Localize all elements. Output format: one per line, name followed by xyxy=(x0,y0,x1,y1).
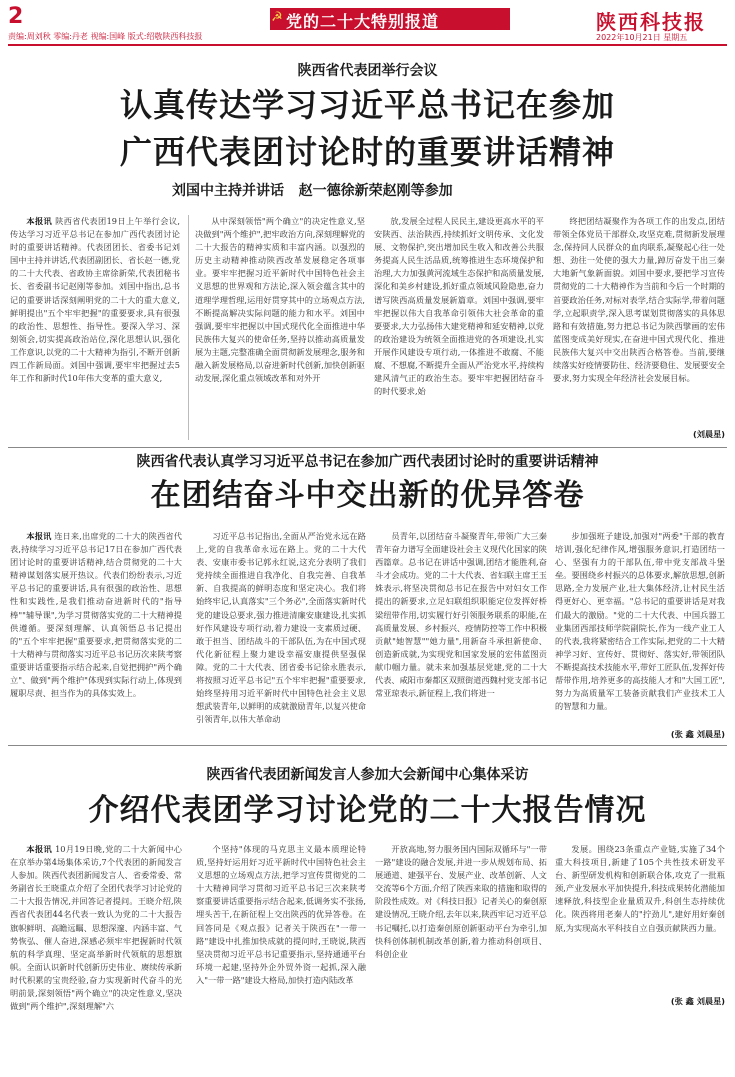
article1-col4 xyxy=(553,215,725,430)
article1-kicker: 陕西省代表团举行会议 xyxy=(297,63,438,79)
article2-col2 xyxy=(196,530,366,740)
section-title: 党的二十大特别报道 xyxy=(286,12,440,31)
article3-lead: 本报讯 xyxy=(26,844,53,854)
article3-title: 介绍代表团学习讨论党的二十大报告情况 xyxy=(88,793,647,828)
article2-byline-box xyxy=(620,728,725,742)
page-header xyxy=(0,0,735,42)
masthead: 陕西科技报 xyxy=(596,10,706,34)
column-divider xyxy=(188,215,189,440)
article3-byline-box xyxy=(620,995,725,1009)
article3-text-col4: 发展。围绕23条重点产业链,实施了34个重大科技项目,新建了105个共性技术研发平台、新型研发机构和创新联合体,攻克了一批瓶颈,产业发展水平加快提升,科技成果转化潜能加速释放,科技型企业量质双升,科创生态持续优化。陕西将用老秦人的"拧劲儿",建好用好秦创原,为实现高水平科技自立自强贡献陕西力量。 xyxy=(555,844,725,933)
article2-col4 xyxy=(555,530,725,728)
article2-col3 xyxy=(375,530,547,740)
article3-text-col2: 个坚持"体现的马克思主义最本质理论特质,坚持好运用好习近平新时代中国特色社会主义思想的立场观点方法,把学习宣传贯彻党的二十大精神同学习贯彻习近平总书记三次来陕考察重要讲话重要指示结合起来,低调务实不张扬,埋头苦干,在新征程上交出陕西的优异答卷。在回答同是《观点报》记者关于陕西在"一带一路"建设中扎推加快成就的提问时,王晓说,陕西坚决贯彻习近平总书记重要指示,坚持通通平台环境一起建,坚持外企外贸外资一起抓,深入融入"一带一路"建设大格局,加快打造内陆改革 xyxy=(196,844,366,985)
page-number: 2 xyxy=(8,4,24,29)
article2-lead: 本报讯 xyxy=(26,531,52,541)
article2-col1 xyxy=(10,530,182,740)
party-emblem-icon: ☭ xyxy=(271,10,283,25)
header-divider xyxy=(8,44,727,46)
article2-kicker: 陕西省代表认真学习习近平总书记在参加广西代表团讨论时的重要讲话精神 xyxy=(136,454,599,470)
article1-title-line1: 认真传达学习习近平总书记在参加 xyxy=(119,86,615,124)
article2-text-col3: 员青年,以团结奋斗凝聚青年,带领广大三秦青年奋力谱写全面建设社会主义现代化国家的陕西篇章。总书记在讲话中强调,团结才能胜利,奋斗才会成功。党的二十大代表、省妇联主席王玉姝表示,将坚决贯彻总书记在报告中对妇女工作提出的新要求,立足妇联组织职能定位发挥好桥梁纽带作用,切实履行好引领服务联系的职能,在高质量发展、乡村振兴、疫情防控等工作中积极贡献"她智慧""她力量",用新奋斗承担新使命、创造新成就,为实现党和国家发展的宏伟蓝图贡献巾帼力量。就未来加强基层党建,党的二十大代表、咸阳市秦都区双照街道西魏村党支部书记常亚琼表示,新征程上,我们将进一 xyxy=(375,531,547,699)
article1-text-col4: 终把团结凝聚作为各项工作的出发点,团结带领全体党员干部群众,攻坚克难,贯彻新发展理念,保持同人民群众的血肉联系,凝聚起心往一处想、劲往一处使的强大力量,踔厉奋发干出三秦大地新气象新面貌。刘国中要求,要把学习宣传贯彻党的二十大精神作为当前和今后一个时期的首要政治任务,对标对表学,结合实际学,带着问题学,立起职责学,深入思考谋划贯彻落实的具体思路和有效措施,努力把总书记为陕西擘画的宏伟蓝图变成美好现实,在奋进中国式现代化、推进民族伟大复兴中交出陕西合格答卷。当前,要继续落实好疫情要防住、经济要稳住、发展要安全要求,努力实现全年经济社会发展目标。 xyxy=(553,216,725,384)
section-divider-2 xyxy=(8,745,727,746)
article2-title: 在团结奋斗中交出新的优异答卷 xyxy=(150,478,585,513)
article1-text-col2: 从中深刻领悟"两个确立"的决定性意义,坚决做到"两个维护",把牢政治方向,深刻理解党的二十大报告的精神实质和丰富内涵。以强烈的历史主动精神推动陕西改革发展稳定各项事业。要牢牢把握习近平新时代中国特色社会主义思想的世界观和方法论,深入领会蕴含其中的道理学理哲理,运用好贯穿其中的立场观点方法,不断提高解决实际问题的能力和水平。刘国中强调,要牢牢把握以中国式现代化全面推进中华民族伟大复兴的使命任务,坚持以推动高质量发展为主题,完整准确全面贯彻新发展理念,服务和融入新发展格局,以奋进新时代创新,加快创新驱动发展,深化重点领域改革和对外开 xyxy=(195,216,365,384)
article1-text-col3: 放,发展全过程人民民主,建设更高水平的平安陕西、法治陕西,持续抓好文明传承、文化发展、文物保护,突出增加民生收入和改善公共服务提高人民生活品质,统筹推进生态环境保护和治理,大力加强黄河流域生态保护和高质量发展,深化和美乡村建设,抓好重点领域风险隐患,奋力谱写陕西高质量发展新篇章。刘国中强调,要牢牢把握以伟大自我革命引领伟大社会革命的重要要求,大力弘扬伟大建党精神和延安精神,以党的政治建设为统领全面推进党的各项建设,扎实开展作风建设专项行动,一体推进不敢腐、不能腐、不想腐,不断提升全面从严治党水平,持续构建风清气正的政治生态。要牢牢把握团结奋斗的时代要求,始 xyxy=(374,216,544,397)
article3-text-col3: 开放高地,努力服务国内国际双循环与"一带一路"建设的融合发展,并进一步从规划布局、拓展通道、建强平台、发展产业、改革创新、人文交流等6个方面,介绍了陕西来取的措施和取得的阶段性成效。对《科技日报》记者关心的秦创原建设情况,王晓介绍,去年以来,陕西牢记习近平总书记嘱托,以打造秦创原创新驱动平台为牵引,加快科创体制机制改革创新,着力推动科创项目、科创企业 xyxy=(375,844,547,959)
article1-byline-box xyxy=(640,428,725,442)
article1-text-col1: 陕西省代表团19日上午举行会议,传达学习习近平总书记在参加广西代表团讨论时的重要讲话精神。代表团团长、省委书记刘国中主持并讲话,代表团副团长、省长赵一德,党的二十大代表、省政协主席徐新荣,代表团秘书长、省委副书记赵刚等参加。刘国中指出,总书记的重要讲话深刻阐明党的二十大的重大意义,鲜明提出"五个牢牢把握"的重要要求,具有很强的政治性、思想性、指导性。要深入学习、深刻领会,切实提高政治站位,深化思想认识,强化工作意识,以党的二十大精神为指引,不断开创新四工作新局面。刘国中强调,要牢牢把握过去5年工作和新时代10年伟大变革的重大意义, xyxy=(10,216,180,384)
issue-date: 2022年10月21日 星期五 xyxy=(596,33,688,42)
section-divider-1 xyxy=(8,447,727,448)
article1-lead: 本报讯 xyxy=(26,216,53,226)
article3-byline: (张 鑫 刘晨星) xyxy=(670,996,725,1006)
article1-col1 xyxy=(10,215,180,440)
editor-credits: 责编:周刘秋 零编:丹老 视编:国峰 版式:绍敬陕西科技报 xyxy=(8,32,203,41)
article2-text-col1: 连日来,出席党的二十大的陕西省代表,持续学习习近平总书记17日在参加广西代表团讨论时的重要讲话精神,结合贯彻党的二十大精神谋划落实展开热议。代表们纷纷表示,习近平总书记的重要讲话,具有很强的政治性、思想性和实践性,是我们推动奋进新时代的"指导棒""辅导课",为学习贯彻落实党的二十大精神提供遵循。要深刻理解、认真领悟总书记提出的"五个牢牢把握"重要要求,把贯彻落实党的二十大精神与贯彻落实习近平总书记历次来陕考察重要讲话重要指示结合起来,自觉把拥护"两个确立"、做到"两个维护"体现到实际行动上,体现到履职尽责、担当作为的具体实效上。 xyxy=(10,531,182,699)
article1-byline: (刘晨星) xyxy=(692,429,725,439)
article3-text-col1: 10月19日晚,党的二十大新闻中心在京举办第4场集体采访,7个代表团的新闻发言人参加。陕西代表团新闻发言人、省委常委、常务副省长王晓重点介绍了全团代表学习讨论党的二十大报告情况,并回答记者提问。王晓介绍,陕西省代表团44名代表一致认为党的二十大报告旗帜鲜明、高瞻远瞩、思想深邃、内涵丰富、气势恢弘、催人奋进,深感必须牢牢把握新时代领航的科学真理、坚定高举新时代领航的思想旗帜。全面认识新时代创新历史伟业、赓续传承新时代积累的宝贵经验,奋力实现新时代奋斗的光明前景,深刻领悟"两个确立"的决定性意义,坚决做到"两个维护",深刻理解"六 xyxy=(10,844,182,1012)
article3-col4 xyxy=(555,843,725,995)
article1-col2 xyxy=(195,215,365,440)
article3-col2 xyxy=(196,843,366,1065)
article3-col3 xyxy=(375,843,547,1065)
article1-title-line2: 广西代表团讨论时的重要讲话精神 xyxy=(119,133,615,171)
article2-text-col2: 习近平总书记指出,全面从严治党永远在路上,党的自我革命永远在路上。党的二十大代表、安康市委书记郭永红说,这充分表明了我们党持续全面推进自我净化、自我完善、自我革新、自我提高的鲜明态度和坚定决心。我们将始终牢记,认真落实"三个务必",全面落实新时代党的建设总要求,强力推进清廉安康建设,扎实抓好作风建设专项行动,着力建设一支素质过硬、敢于担当、团结战斗的干部队伍,为在中国式现代化新征程上聚力建设幸福安康提供坚强保障。党的二十大代表、团省委书记徐永胜表示,将按照习近平总书记"五个牢牢把握"重要要求,始终坚持用习近平新时代中国特色社会主义思想武装青年,以鲜明的成就激励青年,以复兴使命引领青年,以伟大革命动 xyxy=(196,531,366,725)
article2-text-col4: 步加强班子建设,加强对"两委"干部的教育培训,强化纪律作风,增强服务意识,打造团结一心、坚强有力的干部队伍,带中党支部战斗堡垒。要围绕乡村振兴的总体要求,解放思想,创新思路,全力发展产业,壮大集体经济,让村民生活得更好心、更幸福。"总书记的重要讲话是对我们最大的激励。"党的二十大代表、中国兵器工业集团西部技师学院副院长,作为一线产业工人的代表,我将紧密结合工作实际,把党的二十大精神学习好、宣传好、贯彻好、落实好,带领团队不断提高技术技能水平,带好工匠队伍,发挥好传帮带作用,培养更多的高技能人才和"大国工匠",努力为高质量军工装备贡献我们产业技术工人的智慧和力量。 xyxy=(555,531,725,712)
article1-subtitle: 刘国中主持并讲话 赵一德徐新荣赵刚等参加 xyxy=(172,183,453,199)
article2-byline: (张 鑫 刘晨星) xyxy=(670,729,725,739)
article3-kicker: 陕西省代表团新闻发言人参加大会新闻中心集体采访 xyxy=(206,767,529,783)
article3-col1 xyxy=(10,843,182,1065)
article1-col3 xyxy=(374,215,544,440)
